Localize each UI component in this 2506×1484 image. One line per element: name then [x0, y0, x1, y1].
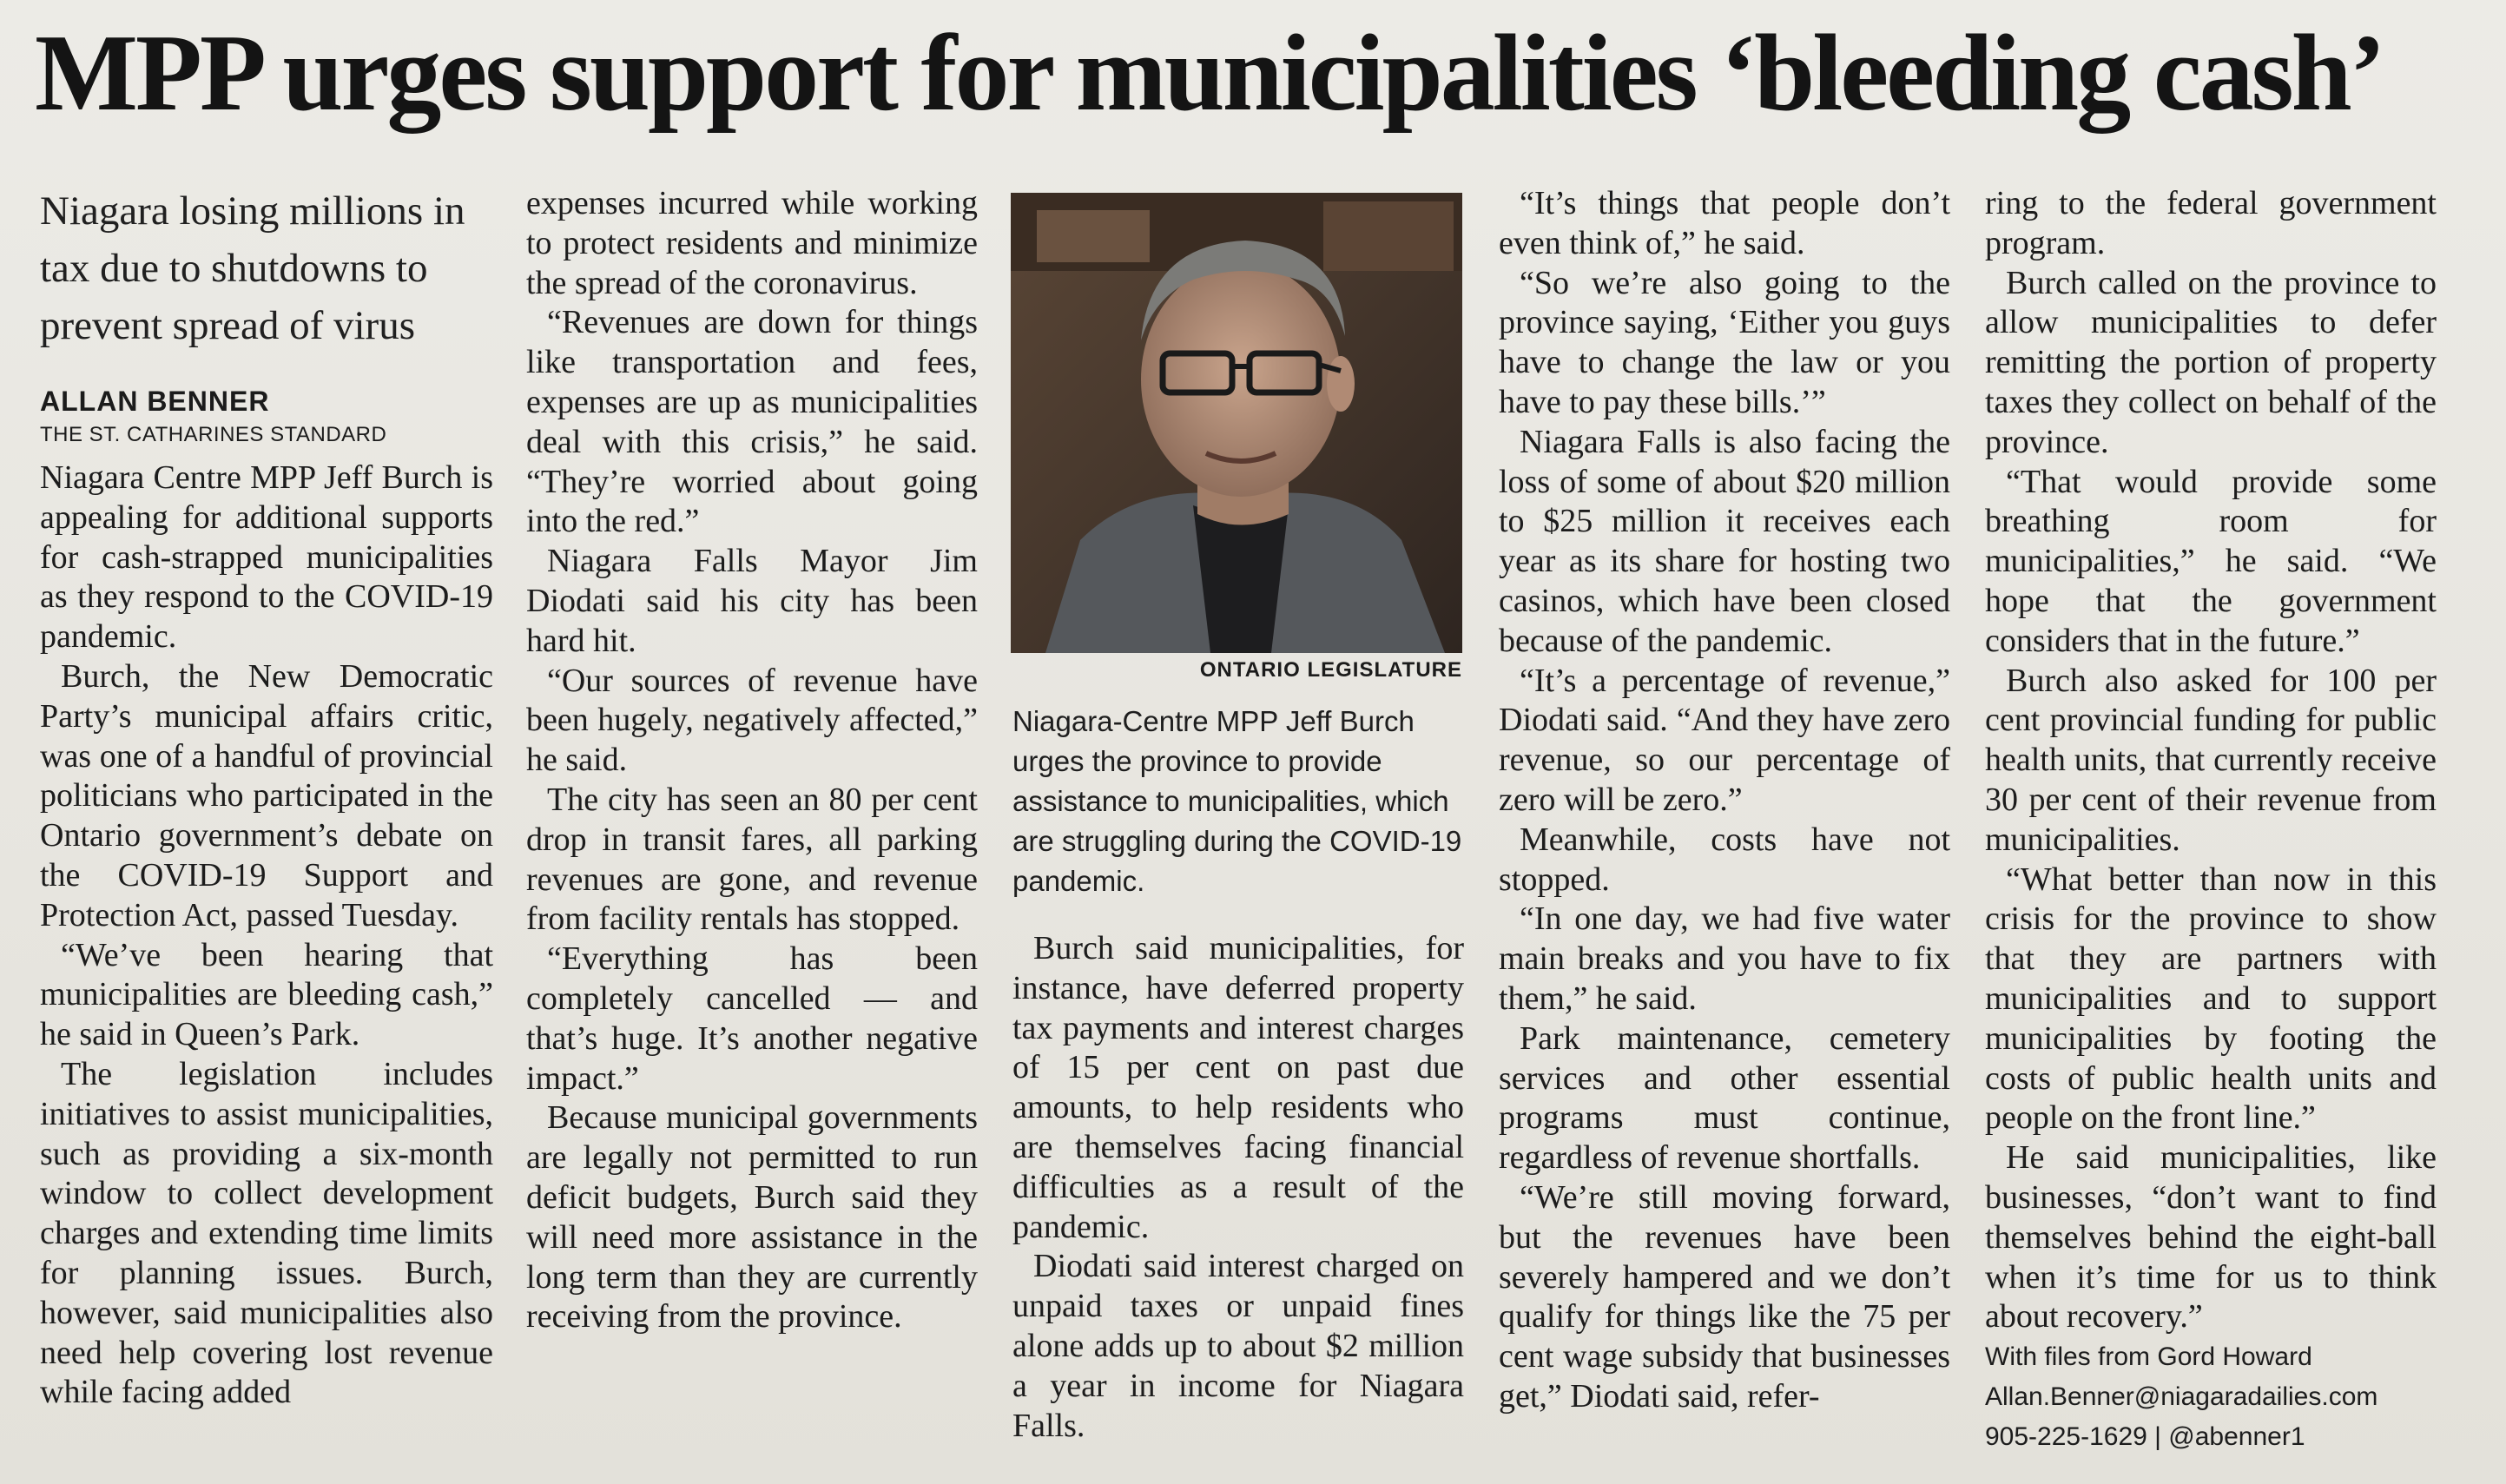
photo-jeff-burch — [1011, 193, 1462, 653]
byline — [40, 382, 509, 450]
deck-subheadline: Niagara losing millions in tax due to shutdowns to prevent spread of virus — [40, 188, 465, 348]
paragraph: “We’re still moving forward, but the revenues have been severely hampered and we don’t qualify for things like the 75 per cent wage subsidy that businesses get,” Diodati said, refer- — [1499, 1178, 1950, 1415]
paragraph: “What better than now in this crisis for the province to show that they are partners with municipalities and to support municipalities by footing the costs of public health units and people on the front line.” — [1985, 861, 2437, 1137]
article-column-1 — [40, 458, 493, 1413]
paragraph: The city has seen an 80 per cent drop in transit fares, all parking revenues are gone, and revenue from facility rentals has stopped. — [526, 781, 978, 938]
photo-caption: Niagara-Centre MPP Jeff Burch urges the province to provide assistance to municipalities, which are struggling during the COVID-19 pandemic. — [1012, 705, 1462, 897]
paragraph: Burch said municipalities, for instance, have deferred property tax payments and interest charges of 15 per cent on past due amounts, to help residents who are themselves facing financial difficulties as a result of the pandemic. — [1012, 930, 1464, 1245]
signoff — [1985, 1337, 2437, 1457]
paragraph: Niagara Falls Mayor Jim Diodati said his city has been hard hit. — [526, 543, 978, 659]
signoff-files: With files from Gord Howard — [1985, 1342, 2312, 1372]
paragraph: Burch, the New Democratic Party’s municipal affairs critic, was one of a handful of provincial politicians who participated in the Ontario government’s debate on the COVID-19 Support and Protection Act, passed Tuesday. — [40, 657, 493, 933]
paragraph: “It’s a percentage of revenue,” Diodati said. “And they have zero revenue, so our percentage of zero will be zero.” — [1499, 662, 1950, 818]
article-column-5 — [1985, 184, 2437, 1457]
author-email: Allan.Benner@niagaradailies.com — [1985, 1382, 2378, 1412]
paragraph: “We’ve been hearing that municipalities are bleeding cash,” he said in Queen’s Park. — [40, 936, 493, 1053]
article-column-2 — [526, 184, 978, 1337]
paragraph: The legislation includes initiatives to assist municipalities, such as providing a six-month window to collect development charges and extending time limits for planning issues. Burch, however, said municipalities also need help covering lost revenue while facing added — [40, 1055, 493, 1411]
paragraph: Burch also asked for 100 per cent provincial funding for public health units, that currently receive 30 per cent of their revenue from municipalities. — [1985, 662, 2437, 858]
paragraph: “Revenues are down for things like transportation and fees, expenses are up as municipalities deal with this crisis,” he said. “They’re worried about going into the red.” — [526, 304, 978, 540]
article-column-4 — [1499, 184, 1950, 1417]
paragraph: Niagara Centre MPP Jeff Burch is appealing for additional supports for cash-strapped municipalities as they respond to the COVID-19 pandemic. — [40, 459, 493, 656]
paragraph: Because municipal governments are legally not permitted to run deficit budgets, Burch said they will need more assistance in the long term than they are currently receiving from the province. — [526, 1099, 978, 1336]
photo-credit: ONTARIO LEGISLATURE — [1199, 658, 1462, 682]
author-contact: 905-225-1629 | @abenner1 — [1985, 1422, 2305, 1452]
paragraph: “Our sources of revenue have been hugely, negatively affected,” he said. — [526, 662, 978, 779]
paragraph: Meanwhile, costs have not stopped. — [1499, 821, 1950, 898]
article-column-3 — [1012, 929, 1464, 1446]
paragraph: “So we’re also going to the province saying, ‘Either you guys have to change the law or you have to pay these bills.’” — [1499, 264, 1950, 420]
paragraph: Diodati said interest charged on unpaid taxes or unpaid fines alone adds up to about $2 million a year in income for Niagara Falls. — [1012, 1248, 1464, 1444]
paragraph: “Everything has been completely cancelled — and that’s huge. It’s another negative impact.” — [526, 940, 978, 1097]
paragraph: He said municipalities, like businesses, “don’t want to find themselves behind the eight-ball when it’s time for us to think about recovery.” — [1985, 1139, 2437, 1336]
paragraph: Niagara Falls is also facing the loss of some of about $20 million to $25 million it receives each year as its share for hosting two casinos, which have been closed because of the pandemic. — [1499, 423, 1950, 659]
paragraph: Burch called on the province to allow municipalities to defer remitting the portion of property taxes they collect on behalf of the province. — [1985, 264, 2437, 460]
paragraph: “It’s things that people don’t even think of,” he said. — [1499, 185, 1950, 261]
paragraph: ring to the federal government program. — [1985, 185, 2437, 261]
byline-organization: THE ST. CATHARINES STANDARD — [40, 423, 387, 446]
paragraph: “That would provide some breathing room for municipalities,” he said. “We hope that the government considers that in the future.” — [1985, 463, 2437, 659]
byline-author: ALLAN BENNER — [40, 386, 270, 417]
paragraph: expenses incurred while working to protect residents and minimize the spread of the coronavirus. — [526, 185, 978, 301]
paragraph: “In one day, we had five water main breaks and you have to fix them,” he said. — [1499, 900, 1950, 1017]
headline: MPP urges support for municipalities ‘bleeding cash’ — [35, 13, 2384, 134]
paragraph: Park maintenance, cemetery services and other essential programs must continue, regardless of revenue shortfalls. — [1499, 1019, 1950, 1177]
portrait-image — [1011, 193, 1462, 653]
